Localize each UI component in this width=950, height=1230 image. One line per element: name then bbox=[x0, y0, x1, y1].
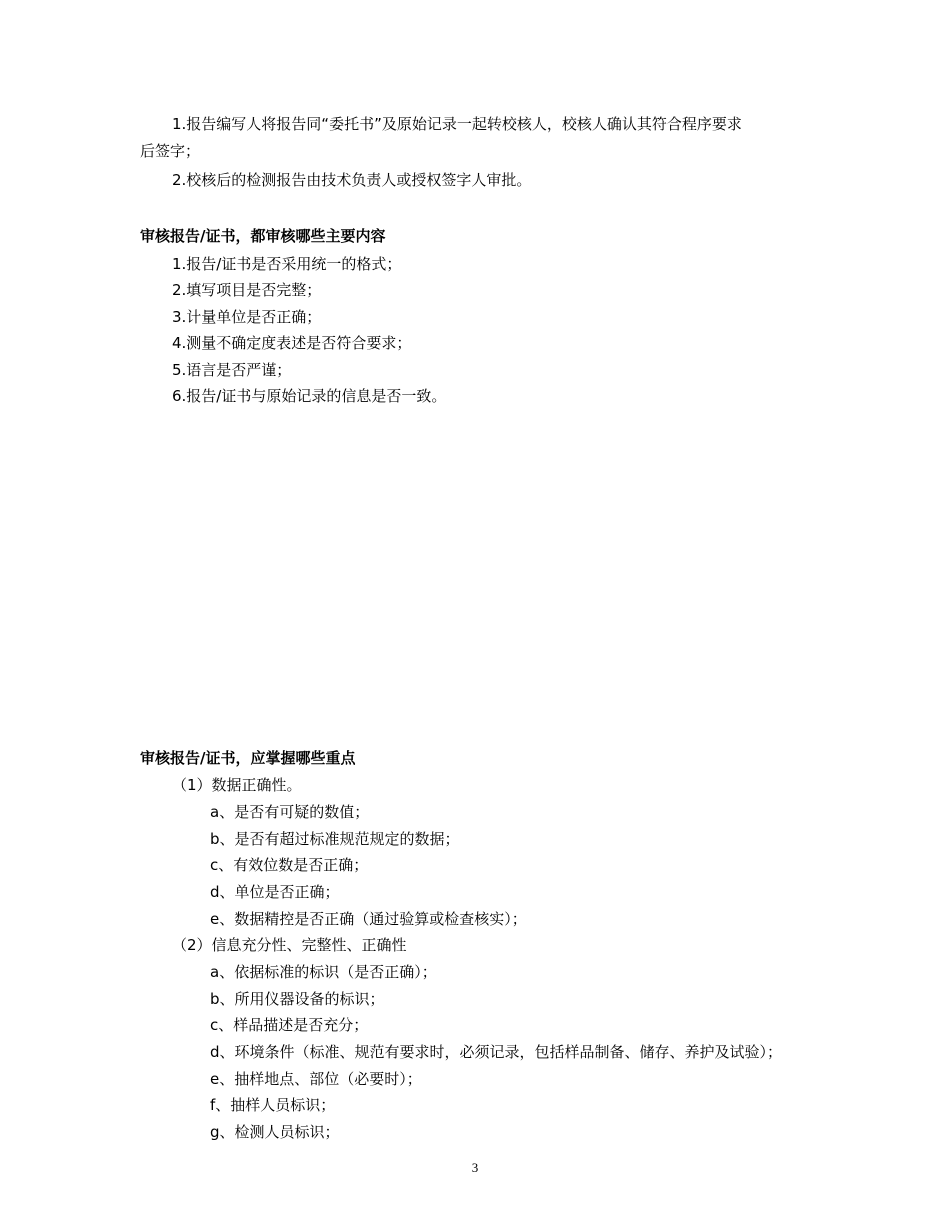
group-title-data-correctness: （1）数据正确性。 bbox=[172, 776, 302, 794]
section-heading-main-content: 审核报告/证书，都审核哪些主要内容 bbox=[140, 227, 386, 245]
group-title-information-sufficiency: （2）信息充分性、完整性、正确性 bbox=[172, 936, 407, 954]
list-item: 1.报告/证书是否采用统一的格式； bbox=[172, 255, 402, 273]
list-item: e、抽样地点、部位（必要时）； bbox=[210, 1070, 422, 1088]
list-item: f、抽样人员标识； bbox=[210, 1096, 336, 1114]
list-item: 4.测量不确定度表述是否符合要求； bbox=[172, 334, 412, 352]
intro-paragraph-1-line-2: 后签字； bbox=[140, 142, 201, 160]
list-item: d、环境条件（标准、规范有要求时，必须记录，包括样品制备、储存、养护及试验）； bbox=[210, 1043, 783, 1061]
list-item: c、有效位数是否正确； bbox=[210, 856, 369, 874]
list-item: c、样品描述是否充分； bbox=[210, 1016, 369, 1034]
list-item: e、数据精控是否正确（通过验算或检查核实）； bbox=[210, 910, 527, 928]
list-item: b、是否有超过标准规范规定的数据； bbox=[210, 830, 460, 848]
page-number: 3 bbox=[471, 1160, 479, 1175]
list-item: 6.报告/证书与原始记录的信息是否一致。 bbox=[172, 387, 447, 405]
list-item: 2.填写项目是否完整； bbox=[172, 281, 322, 299]
section-heading-key-points: 审核报告/证书，应掌握哪些重点 bbox=[140, 749, 356, 767]
list-item: b、所用仪器设备的标识； bbox=[210, 990, 385, 1008]
list-item: d、单位是否正确； bbox=[210, 883, 340, 901]
intro-paragraph-2: 2.校核后的检测报告由技术负责人或授权签字人审批。 bbox=[172, 171, 532, 189]
list-item: a、依据标准的标识（是否正确）； bbox=[210, 963, 437, 981]
list-item: a、是否有可疑的数值； bbox=[210, 803, 370, 821]
list-item: 5.语言是否严谨； bbox=[172, 361, 292, 379]
list-item: g、检测人员标识； bbox=[210, 1123, 340, 1141]
list-item: 3.计量单位是否正确； bbox=[172, 308, 322, 326]
intro-paragraph-1-line-1: 1.报告编写人将报告同“委托书”及原始记录一起转校核人，校核人确认其符合程序要求 bbox=[172, 115, 742, 133]
